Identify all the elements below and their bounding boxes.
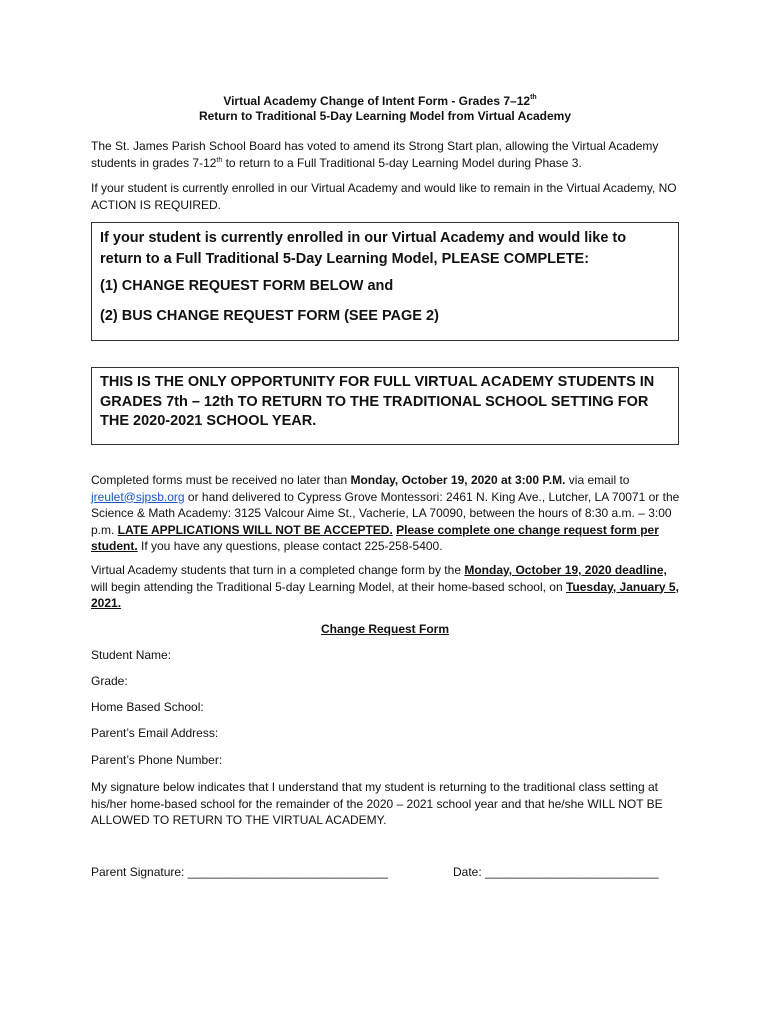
email-link[interactable]: jreulet@sjpsb.org: [91, 489, 185, 504]
date-field[interactable]: Date: __________________________: [453, 865, 659, 879]
start-date-paragraph: Virtual Academy students that turn in a completed change form by the Monday, October 19, 2020 deadline, will begin attending the Traditional 5-day Learning Model, at their home-based school, on Tuesday, January 5, 2021.: [91, 563, 679, 610]
acknowledgement-paragraph: My signature below indicates that I understand that my student is returning to the traditional class setting at his/her home-based school for the remainder of the 2020 – 2021 school year and that he/she WILL NOT BE ALLOWED TO RETURN TO THE VIRTUAL ACADEMY.: [91, 780, 663, 827]
form-title-line2: Return to Traditional 5-Day Learning Model from Virtual Academy: [198, 109, 572, 123]
instruction-item-1: (1) CHANGE REQUEST FORM BELOW and: [100, 278, 394, 294]
only-opportunity-text: THIS IS THE ONLY OPPORTUNITY FOR FULL VIRTUAL ACADEMY STUDENTS IN GRADES 7th – 12th TO RETURN TO THE TRADITIONAL SCHOOL SETTING FOR THE 2020-2021 SCHOOL YEAR.: [100, 374, 655, 429]
only-opportunity-box: [91, 367, 679, 445]
parent-phone-field[interactable]: Parent’s Phone Number:: [91, 753, 223, 767]
parent-signature-field[interactable]: Parent Signature: ______________________________: [91, 865, 388, 879]
form-title-line1: Virtual Academy Change of Intent Form - Grades 7–12th: [223, 94, 537, 108]
change-request-form-title: Change Request Form: [320, 622, 449, 636]
home-school-field[interactable]: Home Based School:: [91, 700, 204, 714]
parent-email-field[interactable]: Parent’s Email Address:: [91, 726, 219, 740]
instructions-box: [91, 222, 679, 341]
student-name-field[interactable]: Student Name:: [91, 648, 172, 662]
intro-paragraph: The St. James Parish School Board has voted to amend its Strong Start plan, allowing the Virtual Academy students in grades 7-12th to return to a Full Traditional 5-day Learning Model during Phase 3.: [91, 139, 659, 170]
deadline-paragraph: Completed forms must be received no later than Monday, October 19, 2020 at 3:00 P.M. via email to jreulet@sjpsb.org or hand delivered to Cypress Grove Montessori: 2461 N. King Ave., Lutcher, LA 70071 or the Science & Math Academy: 3125 Valcour Aime St., Vacherie, LA 70090, between the hours of 8:30 a.m. – 3:00 p.m. LATE APPLICATIONS WILL NOT BE ACCEPTED. Please complete one change request form per student. If you have any questions, please contact 225-258-5400.: [91, 473, 680, 553]
no-action-paragraph: If your student is currently enrolled in our Virtual Academy and would like to remain in the Virtual Academy, NO ACTION IS REQUIRED.: [91, 181, 677, 212]
instructions-heading: If your student is currently enrolled in our Virtual Academy and would like to return to a Full Traditional 5-Day Learning Model, PLEASE COMPLETE:: [100, 230, 627, 267]
instruction-item-2: (2) BUS CHANGE REQUEST FORM (SEE PAGE 2): [100, 308, 439, 324]
grade-field[interactable]: Grade:: [91, 674, 128, 688]
